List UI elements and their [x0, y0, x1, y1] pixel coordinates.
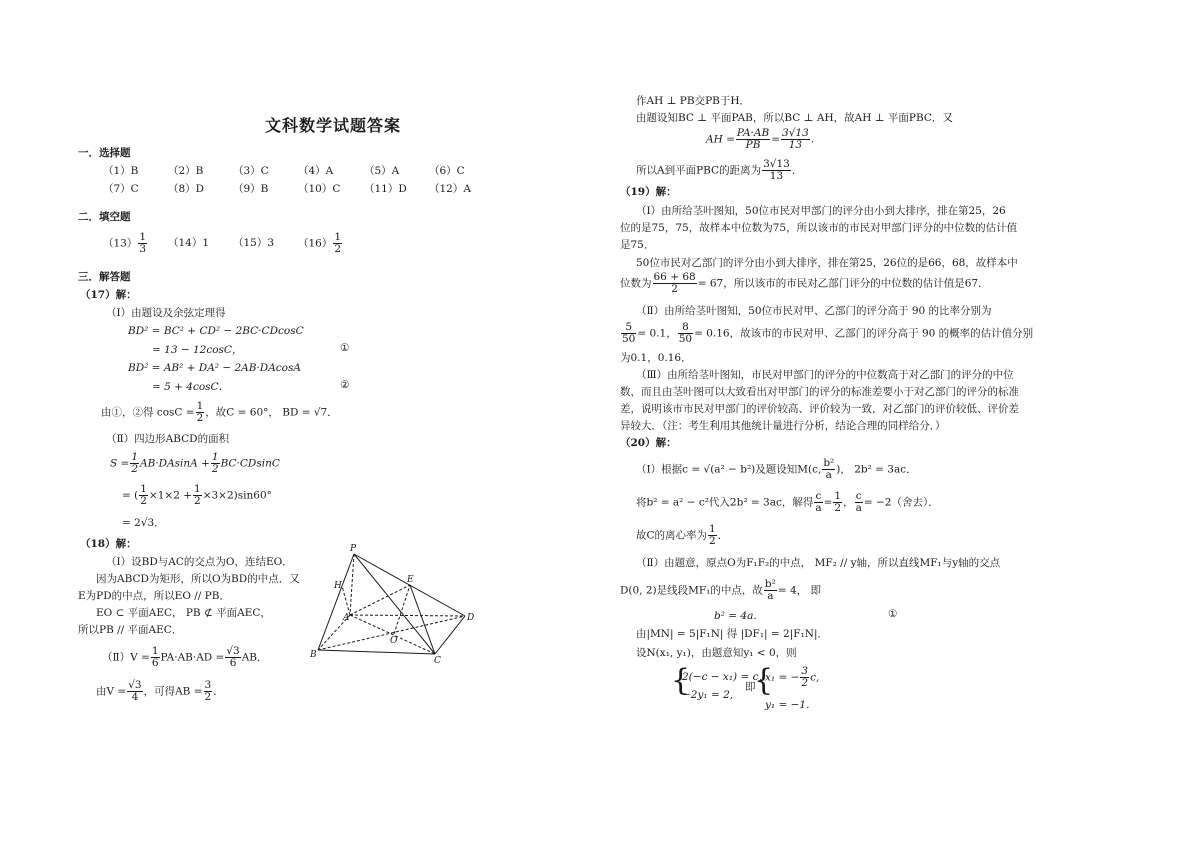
choice-answer: （10）C [298, 183, 341, 195]
system-eq3 [765, 666, 819, 689]
q20-line2 [636, 491, 939, 514]
fraction [736, 128, 770, 151]
numerator: 1 [139, 231, 147, 243]
q19-p3-line1: （Ⅱ）由所给茎叶图知，50位市民对甲、乙部门的评分高于 90 的比率分别为 [636, 305, 992, 317]
numerator: 66 + 68 [653, 271, 696, 283]
numerator: 3 [801, 665, 809, 677]
choice-answer: （11）D [364, 183, 407, 195]
fill-answer-14: （14）1 [168, 237, 210, 249]
fraction [127, 680, 142, 703]
q18-ah-eq [706, 128, 821, 151]
text: ×3×2)sin60° [202, 489, 272, 502]
fraction [333, 232, 342, 255]
numerator: 1 [211, 451, 219, 463]
denominator: PB [745, 139, 761, 151]
q18-volume [102, 646, 268, 669]
numerator: 1 [334, 231, 342, 243]
q18-distance [636, 159, 802, 182]
section-heading-fill: 二．填空题 [78, 211, 131, 223]
fraction [855, 491, 863, 514]
q20-line8: 设N(x₁, y₁)，由题意知y₁ < 0，则 [636, 647, 797, 659]
q20-line1 [636, 458, 917, 481]
q19-p4-line1: （Ⅲ）由所给茎叶图知，市民对甲部门的评分的中位数高于对乙部门的评分的中位 [636, 369, 1014, 381]
q20-line6: b² = 4a． [714, 610, 764, 622]
q17-area-eq1 [110, 452, 280, 475]
denominator: 13 [788, 139, 803, 151]
edge-pb [318, 554, 354, 650]
fraction [833, 491, 842, 514]
equation-marker-1: ① [340, 342, 350, 354]
text: ． [791, 164, 803, 177]
label-c: C [434, 656, 441, 665]
fraction [139, 484, 148, 507]
q17-eq1: BD² = BC² + CD² − 2BC·CDcosC [128, 325, 304, 337]
text: D(0, 2)是线段MF₁的中点，故 [620, 584, 763, 597]
denominator: 2 [334, 243, 342, 255]
q19-p1-line2: 位的是75，75，故样本中位数为75，所以该市的市民对甲部门评分的中位数的估计值 [620, 222, 1018, 234]
q17-conclusion [101, 401, 338, 424]
q19-p2-line1: 50位市民对乙部门的评分由小到大排序，排在第25，26位的是66，68，故样本中 [636, 257, 1018, 269]
denominator: 2 [801, 677, 809, 689]
q20-line3 [636, 524, 728, 547]
page-title: 文科数学试题答案 [265, 116, 402, 135]
q17-area-eq3: = 2√3． [122, 517, 165, 529]
numerator: PA·AB [736, 127, 770, 139]
edge-ec [410, 585, 435, 654]
denominator: 3 [139, 243, 147, 255]
numerator: 8 [678, 322, 693, 334]
denominator: 6 [151, 657, 159, 669]
numerator: 5 [621, 322, 636, 334]
fraction [814, 491, 822, 514]
choice-answer: （3）C [233, 165, 269, 177]
q18-line2: 因为ABCD为矩形，所以O为BD的中点．又 [96, 573, 300, 585]
numerator: 1 [196, 400, 204, 412]
text: BC·CDsinC [220, 457, 280, 470]
q17-part1-intro: （Ⅰ）由题设及余弦定理得 [106, 307, 226, 319]
text: = 0.1， [637, 327, 677, 340]
q19-p4-line4: 异较大．（注：考生利用其他统计量进行分析，结论合理的同样给分．） [620, 420, 946, 432]
denominator: 2 [194, 495, 201, 507]
numerator: 3√13 [782, 127, 809, 139]
numerator: 3 [204, 679, 212, 691]
denominator: 2 [211, 463, 219, 475]
q19-p4-line2: 数，而且由茎叶图可以大致看出对甲部门的评分的标准差要小于对乙部门的评分的标准 [620, 386, 1019, 398]
fraction [193, 484, 202, 507]
text: = [771, 133, 781, 146]
choice-answer: （7）C [103, 183, 139, 195]
edge-ae [350, 585, 410, 615]
text: AB·DAsinA + [140, 457, 210, 470]
fraction [138, 232, 147, 255]
q20-line5 [620, 579, 821, 602]
q19-p1-line1: （Ⅰ）由所给茎叶图知，50位市民对甲部门的评分由小到大排序，排在第25，26 [636, 205, 1006, 217]
text: 由V = [96, 685, 127, 698]
text: ，可得AB = [143, 685, 203, 698]
q17-part2-intro: （Ⅱ）四边形ABCD的面积 [106, 433, 230, 445]
fraction [781, 128, 810, 151]
label-e: E [407, 575, 414, 585]
q18-result [96, 680, 224, 703]
numerator: 1 [131, 451, 139, 463]
q19-p3-line2 [620, 322, 1033, 345]
denominator: a [855, 502, 862, 514]
text: 故C的离心率为 [636, 529, 708, 542]
system-eq1: 2(−c − x₁) = c, [682, 671, 762, 683]
numerator: 1 [140, 483, 147, 495]
choice-answer: （1）B [103, 165, 139, 177]
denominator: 2 [834, 502, 842, 514]
fill-answer-13 [103, 232, 148, 255]
q18-line3: E为PD的中点，所以EO // PB． [78, 590, 230, 602]
choice-answer: （8）D [168, 183, 205, 195]
fraction [204, 680, 213, 703]
q20-line4: （Ⅱ）由题意，原点O为F₁F₂的中点， MF₂ // y轴，所以直线MF₁与y轴的交点 [636, 557, 1001, 569]
fill-answer-15: （15）3 [233, 237, 275, 249]
numerator: 1 [194, 483, 201, 495]
edge-bc [318, 650, 435, 654]
section-heading-choice: 一．选择题 [78, 147, 131, 159]
fraction [708, 524, 717, 547]
denominator: 50 [678, 333, 693, 345]
text: = −2（舍去）． [863, 496, 939, 509]
fill-answer-16 [298, 232, 343, 255]
fraction [678, 322, 693, 345]
denominator: a [825, 469, 832, 481]
left-brace: { [754, 663, 774, 698]
text: （Ⅱ）V = [102, 651, 150, 664]
text: PA·AB·AD = [160, 651, 225, 664]
q18-line5: 所以PB // 平面AEC． [78, 624, 183, 636]
text: ， [843, 496, 854, 509]
q17-eq3: BD² = AB² + DA² − 2AB·DAcosA [128, 362, 301, 374]
q19-p4-line3: 差，说明该市市民对甲部门的评价较高、评价较为一致，对乙部门的评价较低、评价差 [620, 403, 1019, 415]
q18-cont-line2: 由题设知BC ⊥ 平面PAB，所以BC ⊥ AH，故AH ⊥ 平面PBC．又 [636, 112, 953, 124]
system-eq2: −2y₁ = 2, [682, 689, 734, 701]
choice-answer: （5）A [364, 165, 400, 177]
numerator: 3√13 [763, 158, 790, 170]
text: = ( [122, 489, 139, 502]
denominator: 2 [196, 412, 204, 424]
text: )， 2b² = 3ac． [836, 463, 917, 476]
choice-answer: （12）A [429, 183, 471, 195]
denominator: 2 [131, 463, 139, 475]
q17-label: （17）解： [80, 289, 137, 301]
label-h: H [334, 581, 342, 591]
text: x₁ = − [765, 671, 800, 684]
choice-answer: （9）B [233, 183, 269, 195]
numerator: b² [764, 578, 776, 590]
denominator: 13 [769, 170, 784, 182]
text: ． [810, 133, 822, 146]
text: 所以A到平面PBC的距离为 [636, 164, 762, 177]
label-a: A [343, 613, 350, 623]
fill-label: （13） [103, 237, 138, 250]
denominator: 2 [204, 691, 212, 703]
q19-p3-line3: 为0.1，0.16． [620, 352, 692, 364]
denominator: 2 [709, 535, 716, 547]
label-b: B [310, 650, 317, 660]
fraction [225, 646, 240, 669]
text: ． [213, 685, 224, 698]
text: ，故C = 60°， BD = √7． [205, 406, 338, 419]
q19-p2-line2 [620, 272, 989, 295]
fraction [211, 452, 220, 475]
denominator: 6 [229, 657, 237, 669]
system-eq4: y₁ = −1. [765, 699, 810, 711]
text: 将b² = a² − c²代入2b² = 3ac，解得 [636, 496, 814, 509]
edge-ac [350, 615, 435, 654]
fraction [130, 452, 139, 475]
denominator: a [767, 590, 774, 602]
text: 位数为 [620, 277, 652, 290]
text: c, [810, 671, 820, 684]
text: ×1×2 + [148, 489, 193, 502]
q17-eq2: = 13 − 12cosC， [152, 344, 243, 356]
label-o: O [390, 636, 398, 646]
q18-label: （18）解： [80, 538, 137, 550]
numerator: 1 [834, 490, 842, 502]
q18-line1: （Ⅰ）设BD与AC的交点为O，连结EO． [106, 556, 293, 568]
q19-label: （19）解： [620, 186, 677, 198]
text: S = [110, 457, 130, 470]
text: = [823, 496, 833, 509]
denominator: 2 [140, 495, 147, 507]
fill-label: （16） [298, 237, 333, 250]
numerator: √3 [226, 645, 240, 657]
q20-line7: 由|MN| = 5|F₁N| 得 |DF₁| = 2|F₁N|． [636, 628, 828, 640]
edge-ah [342, 586, 350, 615]
label-p: P [350, 544, 357, 554]
numerator: c [855, 490, 862, 502]
choice-answer: （2）B [168, 165, 204, 177]
left-brace: { [671, 663, 691, 698]
system-conjunction: 即 [745, 681, 756, 693]
equation-marker-1-q20: ① [888, 608, 898, 620]
numerator: c [815, 490, 822, 502]
denominator: 2 [671, 283, 678, 295]
q17-eq4: = 5 + 4cosC． [152, 381, 230, 393]
q17-area-eq2 [122, 484, 272, 507]
fraction [762, 159, 791, 182]
fraction [822, 458, 835, 481]
fraction [151, 646, 160, 669]
q20-label: （20）解： [620, 437, 677, 449]
text: （Ⅰ）根据c = √(a² − b²)及题设知M(c, [636, 463, 822, 476]
text: AB． [241, 651, 268, 664]
edge-ad [350, 615, 465, 616]
text: = 0.16，故该市的市民对甲、乙部门的评分高于 90 的概率的估计值分别 [694, 327, 1034, 340]
q19-p1-line3: 是75． [620, 239, 655, 251]
text: 由①，②得 cosC = [101, 406, 195, 419]
choice-answer: （4）A [298, 165, 334, 177]
text: AH = [706, 133, 735, 146]
denominator: a [815, 502, 822, 514]
choice-answer: （6）C [429, 165, 465, 177]
fraction [764, 579, 777, 602]
fraction [196, 401, 205, 424]
q18-cont-line1: 作AH ⊥ PB交PB于H． [636, 95, 751, 107]
numerator: b² [823, 457, 835, 469]
text: = 4， 即 [777, 584, 821, 597]
numerator: √3 [128, 679, 142, 691]
denominator: 4 [131, 691, 139, 703]
fraction [653, 272, 697, 295]
text: ． [717, 529, 729, 542]
fraction [800, 666, 809, 689]
denominator: 50 [622, 333, 636, 345]
edge-cd [435, 616, 465, 654]
q18-line4: EO ⊂ 平面AEC， PB ⊄ 平面AEC， [96, 607, 271, 619]
numerator: 1 [709, 523, 716, 535]
pyramid-figure [310, 540, 490, 665]
numerator: 1 [151, 645, 159, 657]
fraction [621, 322, 636, 345]
label-d: D [467, 613, 475, 623]
section-heading-solutions: 三．解答题 [78, 271, 131, 283]
equation-marker-2: ② [340, 379, 350, 391]
text: = 67，所以该市的市民对乙部门评分的中位数的估计值是67． [697, 277, 989, 290]
